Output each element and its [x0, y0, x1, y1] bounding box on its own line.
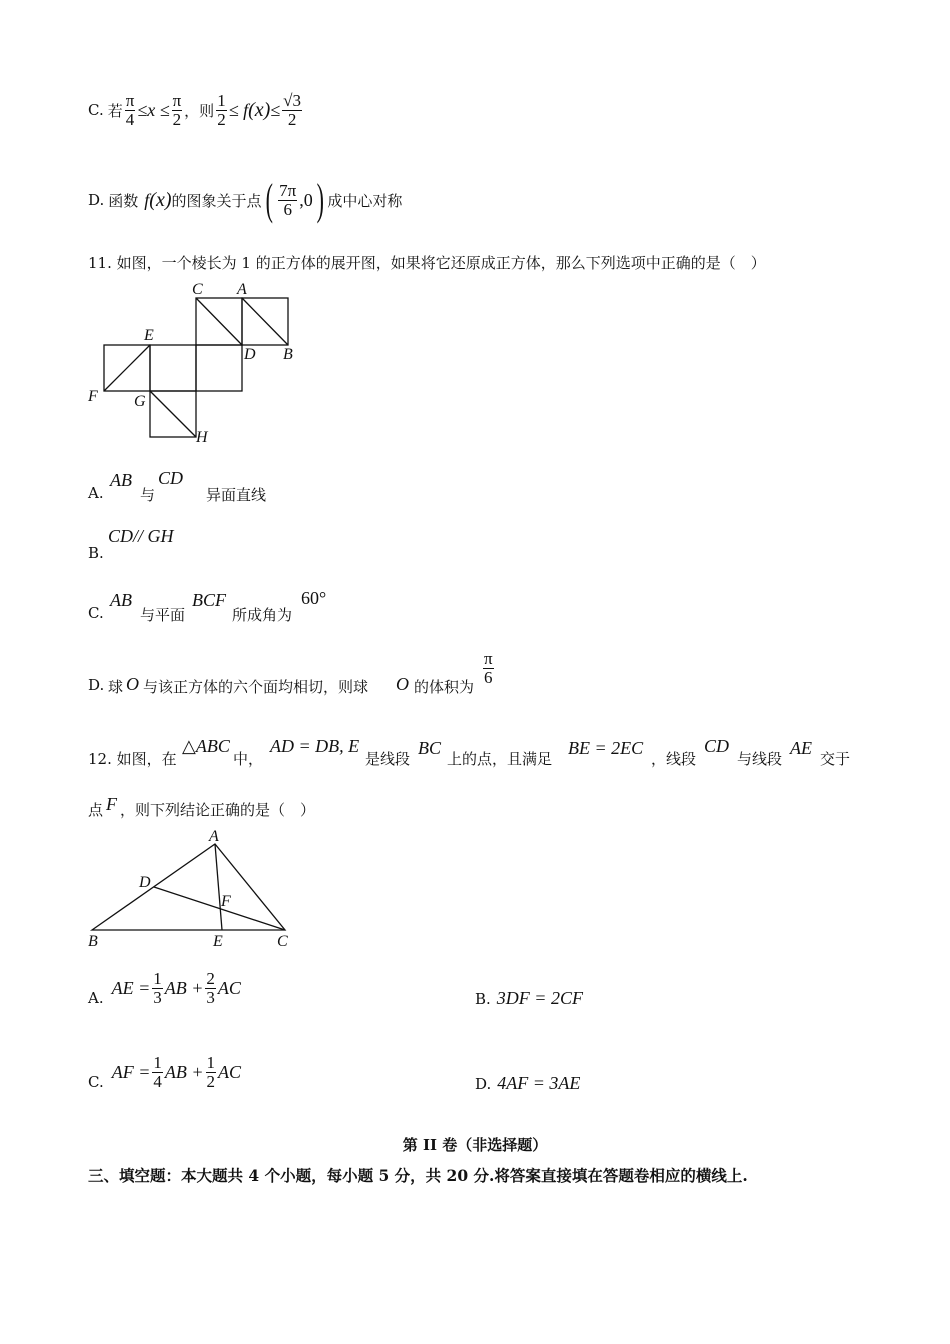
- denominator: 2: [217, 109, 226, 129]
- segment-ae: [215, 844, 222, 930]
- q12-option-c: [88, 1048, 241, 1096]
- numerator: 7π: [279, 180, 297, 200]
- label-F: F: [221, 893, 231, 910]
- text-point-on: 上的点，且满足: [447, 750, 553, 768]
- denominator: 6: [283, 199, 292, 219]
- vector-ac: AC: [218, 1061, 242, 1082]
- angle-value: 60°: [301, 588, 327, 608]
- text-symmetric: 成中心对称: [327, 191, 403, 210]
- denominator: 3: [206, 987, 215, 1007]
- ball-o: O: [126, 674, 139, 694]
- label-E: E: [144, 327, 154, 344]
- function-arg: (x): [149, 188, 172, 211]
- q12-option-b: [475, 988, 583, 1009]
- numerator: 2: [206, 968, 215, 988]
- option-label: C.: [88, 1073, 104, 1091]
- diagonal-fe: [104, 345, 150, 391]
- label-C: C: [192, 281, 203, 298]
- numerator: 1: [153, 1052, 162, 1072]
- q12-triangle-figure: [80, 824, 310, 954]
- triangle-abc: △ABC: [182, 736, 230, 756]
- label-D: D: [139, 874, 151, 891]
- vector-lhs: AE =: [111, 977, 151, 998]
- text-ruo: 若: [107, 101, 123, 120]
- denominator: 4: [153, 1071, 162, 1091]
- text-zhong: 中，: [233, 750, 264, 768]
- option-label: B.: [88, 544, 104, 562]
- denominator: 2: [172, 109, 182, 129]
- net-lines: [104, 298, 288, 437]
- option-label: C.: [88, 101, 104, 119]
- expression: 4AF = 3AE: [497, 1073, 581, 1093]
- option-label: B.: [475, 989, 491, 1008]
- fraction-7pi-6: [278, 182, 297, 219]
- diagonal-cd: [196, 298, 242, 345]
- option-label: D.: [88, 676, 105, 694]
- label-C: C: [277, 933, 288, 950]
- numerator: 1: [217, 90, 226, 110]
- q12-option-a: [88, 964, 241, 1012]
- function-arg: (x): [248, 98, 271, 121]
- option-label: C.: [88, 604, 104, 622]
- numerator: π: [484, 649, 493, 668]
- option-label: A.: [88, 484, 104, 502]
- text-with-line: 与线段: [737, 750, 783, 768]
- label-B: B: [88, 933, 98, 950]
- fraction-pi-4: [125, 92, 136, 129]
- text-yu: 与: [140, 486, 156, 504]
- segment-cd: CD: [704, 736, 730, 756]
- option-label: D.: [88, 191, 105, 209]
- denominator: 2: [206, 1071, 215, 1091]
- denominator: 2: [287, 109, 297, 129]
- denominator: 4: [125, 109, 135, 129]
- q11-stem: 11. 如图，一个棱长为 1 的正方体的展开图，如果将它还原成正方体，那么下列选项中正确的是（ ）: [88, 254, 766, 272]
- q10-option-c: [88, 82, 304, 138]
- expression: 3DF = 2CF: [496, 988, 583, 1008]
- q12-option-d: [475, 1073, 580, 1094]
- text-hanshu: 函数: [108, 191, 139, 210]
- net-square: [150, 345, 196, 391]
- text-ball: 球: [108, 678, 124, 696]
- label-A: A: [237, 281, 247, 298]
- function-f: ≤ f: [228, 99, 249, 120]
- text-skew-lines: 异面直线: [206, 486, 267, 504]
- function-f: f: [144, 189, 150, 210]
- denominator: 3: [153, 987, 162, 1007]
- point-f: F: [106, 794, 117, 814]
- label-E: E: [213, 933, 223, 950]
- point-y: ,0: [299, 189, 313, 210]
- paren-open: (: [265, 175, 273, 224]
- segment-ae: AE: [790, 738, 812, 758]
- denominator: 6: [484, 667, 493, 687]
- label-G: G: [134, 393, 146, 410]
- q12-stem-line1: [88, 736, 878, 772]
- fraction-coef2: [206, 1054, 217, 1091]
- vector-ac: AC: [217, 977, 241, 998]
- text-angle: 所成角为: [232, 606, 293, 624]
- numerator: π: [172, 90, 182, 110]
- plane-bcf: BCF: [192, 590, 226, 610]
- segment-ab: AB: [110, 590, 132, 610]
- vector-ab: AB +: [164, 1061, 204, 1082]
- text-line: ，线段: [651, 750, 697, 768]
- numerator: 1: [153, 968, 162, 988]
- option-label: A.: [88, 989, 104, 1007]
- segment-cd: CD: [158, 468, 184, 488]
- inequality: ≤x ≤: [137, 99, 170, 120]
- text-point: 的图象关于点: [171, 191, 262, 210]
- text-point: 点: [88, 801, 104, 819]
- label-H: H: [196, 429, 208, 446]
- label-F: F: [88, 388, 98, 405]
- text-plane: 与平面: [140, 606, 186, 624]
- numerator: π: [125, 90, 135, 110]
- segment-bc: BC: [418, 738, 442, 758]
- numerator: √3: [283, 90, 302, 110]
- fraction-coef1: [152, 970, 163, 1007]
- vector-ab: AB +: [164, 977, 204, 998]
- fraction-pi-6: [483, 650, 494, 687]
- text-segment: 是线段: [365, 750, 411, 768]
- part2-title: 第 II 卷（非选择题）: [402, 1136, 548, 1154]
- text-ze: ，则: [184, 101, 215, 120]
- text-tangent: 与该正方体的六个面均相切，则球: [143, 678, 369, 696]
- condition-be-ec: BE = 2EC: [568, 738, 644, 758]
- net-square: [196, 345, 242, 391]
- label-D: D: [244, 346, 256, 363]
- triangle-lines: [92, 844, 285, 930]
- option-label: D.: [475, 1074, 492, 1093]
- fraction-coef1: [152, 1054, 163, 1091]
- ball-o: O: [396, 674, 409, 694]
- q11-cube-net-figure: [80, 278, 320, 448]
- fraction-coef2: [205, 970, 216, 1007]
- paren-close: ): [316, 175, 324, 224]
- segment-ab: AB: [110, 470, 132, 490]
- q10-option-d: [88, 164, 402, 236]
- fraction-sqrt3-2: [282, 92, 302, 129]
- parallel-expression: CD// GH: [108, 526, 174, 546]
- label-B: B: [283, 346, 293, 363]
- text-question: ，则下列结论正确的是（ ）: [120, 801, 316, 819]
- vector-lhs: AF =: [111, 1061, 151, 1082]
- diagonal-gh: [150, 391, 196, 437]
- inequality-le: ≤: [270, 99, 281, 120]
- text-volume: 的体积为: [414, 678, 475, 696]
- fraction-1-2: [216, 92, 227, 129]
- text-stem: 12. 如图，在: [88, 750, 177, 768]
- section-heading: 三、填空题：本大题共 4 个小题，每小题 5 分，共 20 分.将答案直接填在答题卷相应的横线上.: [88, 1166, 748, 1185]
- text-intersect: 交于: [820, 750, 851, 768]
- label-A: A: [209, 828, 219, 845]
- fraction-pi-2: [172, 92, 183, 129]
- triangle-abc: [92, 844, 285, 930]
- diagonal-ab: [242, 298, 288, 345]
- numerator: 1: [206, 1052, 215, 1072]
- condition-ad-db: AD = DB, E: [270, 736, 360, 756]
